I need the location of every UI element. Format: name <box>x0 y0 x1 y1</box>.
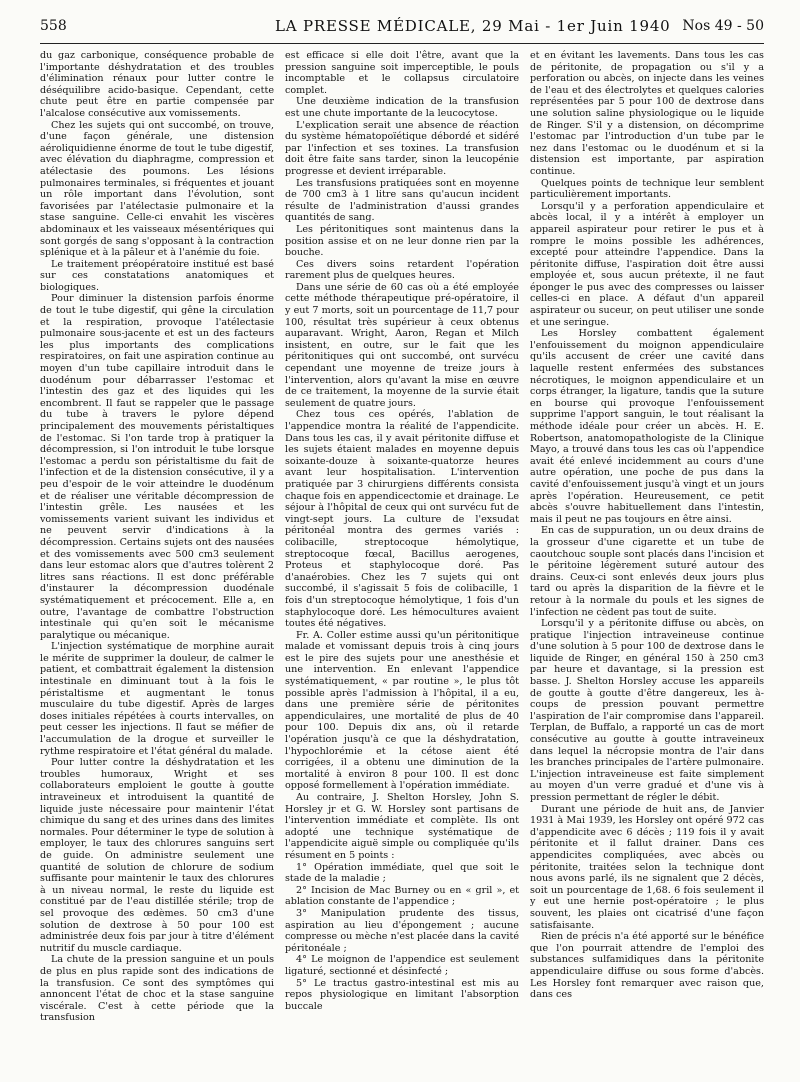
list-item: 2° Incision de Mac Burney ou en « gril », et ablation constante de l'appendice ; <box>285 884 519 908</box>
column-2 <box>285 50 519 1072</box>
paragraph: Lorsqu'il y a péritonite diffuse ou abcès, on pratique l'injection intraveineuse continue d'une solution à 5 pour 100 de dextrose dans le liquide de Ringer, en général 150 à 250 cm3 par heure et davantage, si la pression est basse. J. Shelton Horsley accuse les appareils de goutte à goutte d'être dangereux, les à-coups de pression pouvant permettre l'aspiration de l'air compromise dans l'appareil. Terplan, de Buffalo, a rapporté un cas de mort consécutive au goutte à goutte intraveineux dans lequel la nécropsie montra de l'air dans les branches principales de l'artère pulmonaire. L'injection intraveineuse est faite simplement au moyen d'un verre gradué et d'une vis à pression permettant de régler le débit. <box>530 618 764 803</box>
paragraph: Une deuxième indication de la transfusion est une chute importante de la leucocytose. <box>285 96 519 119</box>
paragraph: Ces divers soins retardent l'opération rarement plus de quelques heures. <box>285 258 519 282</box>
paragraph: Pour diminuer la distension parfois énorme de tout le tube digestif, qui gêne la circulation et la respiration, provoque l'atélectasie pulmonaire sous-jacente et est un des facteurs les plus importants des complications respiratoires, on fait une aspiration continue au moyen d'un tube capillaire introduit dans le duodénum pour débarrasser l'estomac et l'intestin des gaz et des liquides qui les encombrent. Il faut se rappeler que le passage du tube à travers le pylore dépend principalement des mouvements péristaltiques de l'estomac. Si l'on tarde trop à pratiquer la décompression, si l'on introduit le tube lorsque l'estomac a perdu son péristaltisme du fait de l'infection et de la distension consécutive, il y a peu d'espoir de le voir atteindre le duodénum et de réaliser une véritable décompression de l'intestin grêle. Les nausées et les vomissements varient suivant les individus et ne peuvent servir d'indications à la décompression. Certains sujets ont des nausées et des vomissements avec 500 cm3 seulement dans leur estomac alors que d'autres tolèrent 2 litres sans réactions. Il est donc préférable d'instaurer la décompression duodénale systématiquement et précocement. Elle a, en outre, l'avantage de combattre l'obstruction intestinale qui qu'en soit le mécanisme paralytique ou mécanique. <box>40 293 274 641</box>
paragraph: du gaz carbonique, conséquence probable de l'importante déshydratation et des troubles d'élimination rénaux pour lutter contre le déséquilibre acido-basique. Cependant, cette chute peut être en partie compensée par l'alcalose consécutive aux vomissements. <box>40 50 274 119</box>
paragraph: Chez tous ces opérés, l'ablation de l'appendice montra la réalité de l'appendicite. Dans tous les cas, il y avait péritonite diffuse et les sujets étaient malades en moyenne depuis soixante-douze à soixante-quatorze heures avant leur hospitalisation. L'intervention pratiquée par 3 chirurgiens différents consista chaque fois en appendicectomie et drainage. Le séjour à l'hôpital de ceux qui ont survécu fut de vingt-sept jours. La culture de l'exsudat péritonéal montra des germes variés : colibacille, streptocoque hémolytique, streptocoque fœcal, Bacillus aerogenes, Proteus et staphylocoque doré. Pas d'anaérobies. Chez les 7 sujets qui ont succombé, il s'agissait 5 fois de colibacille, 1 fois d'un streptocoque hémolytique, 1 fois d'un staphylocoque doré. Les hémocultures avaient toutes été négatives. <box>285 409 519 630</box>
paragraph: et en évitant les lavements. Dans tous les cas de péritonite, de propagation ou s'il y a perforation ou abcès, on injecte dans les veines de l'eau et des électrolytes et quelques calories représentées par 5 pour 100 de dextrose dans une solution saline physiologique ou le liquide de Ringer. S'il y a distension, on décomprime l'estomac par l'introduction d'un tube par le nez dans l'estomac ou le duodénum et si la distension est importante, par aspiration continue. <box>530 50 764 177</box>
list-item: 4° Le moignon de l'appendice est seulement ligaturé, sectionné et désinfecté ; <box>285 954 519 977</box>
list-item: 1° Opération immédiate, quel que soit le stade de la maladie ; <box>285 861 519 885</box>
paragraph: Fr. A. Coller estime aussi qu'un péritonitique malade et vomissant depuis trois à cinq jours est le pire des sujets pour une anesthésie et une intervention. En enlevant l'appendice systématiquement, « par routine », le plus tôt possible après l'admission à l'hôpital, il a eu, dans une première série de péritonites appendiculaires, une mortalité de plus de 40 pour 100. Depuis dix ans, où il retarde l'opération jusqu'à ce que la déshydratation, l'hypochlorémie et la cétose aient été corrigées, il a obtenu une diminution de la mortalité à environ 8 pour 100. Il est donc opposé formellement à l'opération immédiate. <box>285 629 519 792</box>
paragraph: Quelques points de technique leur semblent particulièrement importants. <box>530 177 764 201</box>
paragraph: Chez les sujets qui ont succombé, on trouve, d'une façon générale, une distension aéroliquidienne énorme de tout le tube digestif, avec élévation du diaphragme, compression et atélectasie des poumons. Les lésions pulmonaires terminales, si fréquentes et jouant un rôle important dans l'évolution, sont favorisées par l'atélectasie pulmonaire et la stase sanguine. Celle-ci envahit les viscères abdominaux et les vaisseaux mésentériques qui sont gorgés de sang s'opposant à la contraction splénique et à la pâleur et à l'anémie du foie. <box>40 119 274 259</box>
paragraph: Les transfusions pratiquées sont en moyenne de 700 cm3 à 1 litre sans qu'aucun incident résulte de l'administration d'aussi grandes quantités de sang. <box>285 177 519 224</box>
paragraph: Rien de précis n'a été apporté sur le bénéfice que l'on pourrait attendre de l'emploi des substances sulfamidiques dans la péritonite appendiculaire diffuse ou sous forme d'abcès. Les Horsley font remarquer avec raison que, dans ces <box>530 931 764 1001</box>
paragraph: Les Horsley combattent également l'enfouissement du moignon appendiculaire qu'ils accusent de créer une cavité dans laquelle restent enfermées des substances nécrotiques, le moignon appendiculaire et un corps étranger, la ligature, tandis que la suture en bourse qui provoque l'enfouissement supprime l'apport sanguin, le tout réalisant la méthode idéale pour créer un abcès. H. E. Robertson, anatomopathologiste de la Clinique Mayo, a trouvé dans tous les cas où l'appendice avait été enlevé incidemment au cours d'une autre opération, une poche de pus dans la cavité d'enfouissement jusqu'à vingt et un jours après l'opération. Heureusement, ce petit abcès s'ouvre habituellement dans l'intestin, mais il peut ne pas toujours en être ainsi. <box>530 328 764 525</box>
paragraph: Le traitement préopératoire institué est basé sur ces constatations anatomiques et biologiques. <box>40 258 274 293</box>
paragraph: Pour lutter contre la déshydratation et les troubles humoraux, Wright et ses collaborateurs emploient le goutte à goutte intraveineux et introduisent la quantité de liquide juste nécessaire pour maintenir l'état chimique du sang et des urines dans des limites normales. Pour déterminer le type de solution à employer, le taux des chlorures sanguins sert de guide. On administre seulement une quantité de solution de chlorure de sodium suffisante pour maintenir le taux des chlorures à un niveau normal, le reste du liquide est constitué par de l'eau distillée stérile; trop de sel provoque des œdèmes. 50 cm3 d'une solution de dextrose à 50 pour 100 est administrée deux fois par jour à titre d'élément nutritif du muscle cardiaque. <box>40 757 274 954</box>
paragraph: Les péritonitiques sont maintenus dans la position assise et on ne leur donne rien par la bouche. <box>285 223 519 259</box>
paragraph: L'explication serait une absence de réaction du système hématopoïétique débordé et sidéré par l'infection et ses toxines. La transfusion doit être faite sans tarder, sinon la leucopénie progresse et devient irréparable. <box>285 119 519 177</box>
paragraph: La chute de la pression sanguine et un pouls de plus en plus rapide sont des indications de la transfusion. Ce sont des symptômes qui annoncent l'état de choc et la stase sanguine viscérale. C'est à cette période que la transfusion <box>40 954 274 1024</box>
page-number: 558 <box>40 18 67 34</box>
list-item: 3° Manipulation prudente des tissus, aspiration au lieu d'épongement ; aucune compresse ou mèche n'est placée dans la cavité péritonéale ; <box>285 907 519 954</box>
paragraph: Lorsqu'il y a perforation appendiculaire et abcès local, il y a intérêt à employer un appareil aspirateur pour retirer le pus et à rompre le moins possible les adhérences, excepté pour atteindre l'appendice. Dans la péritonite diffuse, l'aspiration doit être aussi employée et, sous aucun prétexte, il ne faut éponger le pus avec des compresses ou laisser celles-ci en place. A défaut d'un appareil aspirateur ou suceur, on peut utiliser une sonde et une seringue. <box>530 200 764 328</box>
paragraph: L'injection systématique de morphine aurait le mérite de supprimer la douleur, de calmer le patient, et combattrait également la distension intestinale en diminuant tout à la fois le péristaltisme et augmentant le tonus musculaire du tube digestif. Après de larges doses initiales répétées à courts intervalles, on peut cesser les injections. Il faut se méfier de l'accumulation de la drogue et surveiller le rythme respiratoire et l'état général du malade. <box>40 641 274 757</box>
paragraph: Durant une période de huit ans, de Janvier 1931 à Mai 1939, les Horsley ont opéré 972 cas d'appendicite avec 6 décès ; 119 fois il y avait péritonite et il fallut drainer. Dans ces appendicites compliquées, avec abcès ou péritonite, traitées selon la technique dont nous avons parlé, ils ne signalent que 2 décès, soit un pourcentage de 1,68. 6 fois seulement il y eut une hernie post-opératoire ; le plus souvent, les plaies ont cicatrisé d'une façon satisfaisante. <box>530 803 764 931</box>
paragraph: est efficace si elle doit l'être, avant que la pression sanguine soit imperceptible, le pouls incomptable et le collapsus circulatoire complet. <box>285 50 519 96</box>
column-1 <box>40 50 274 1072</box>
paragraph: Au contraire, J. Shelton Horsley, John S. Horsley jr et G. W. Horsley sont partisans de l'intervention immédiate et complète. Ils ont adopté une technique systématique de l'appendicite aiguë simple ou compliquée qu'ils résument en 5 points : <box>285 792 519 861</box>
list-item: 5° Le tractus gastro-intestinal est mis au repos physiologique en limitant l'absorption buccale <box>285 977 519 1012</box>
header-rule <box>40 43 764 44</box>
running-header <box>40 18 764 42</box>
journal-title: LA PRESSE MÉDICALE, 29 Mai - 1er Juin 1940 <box>275 17 671 35</box>
issue-number: Nos 49 - 50 <box>682 18 764 34</box>
paragraph: En cas de suppuration, un ou deux drains de la grosseur d'une cigarette et un tube de caoutchouc souple sont placés dans l'incision et le péritoine légèrement suturé autour des drains. Ceux-ci sont enlevés deux jours plus tard ou après la disparition de la fièvre et le retour à la normale du pouls et les signes de l'infection ne cèdent pas tout de suite. <box>530 525 764 618</box>
column-3 <box>530 50 764 1072</box>
paragraph: Dans une série de 60 cas où a été employée cette méthode thérapeutique pré-opératoire, il y eut 7 morts, soit un pourcentage de 11,7 pour 100, résultat très supérieur à ceux obtenus auparavant. Wright, Aaron, Regan et Milch insistent, en outre, sur le fait que les péritonitiques qui ont succombé, ont survécu cependant une moyenne de treize jours à l'intervention, alors qu'avant la mise en œuvre de ce traitement, la moyenne de la survie était seulement de quatre jours. <box>285 281 519 409</box>
